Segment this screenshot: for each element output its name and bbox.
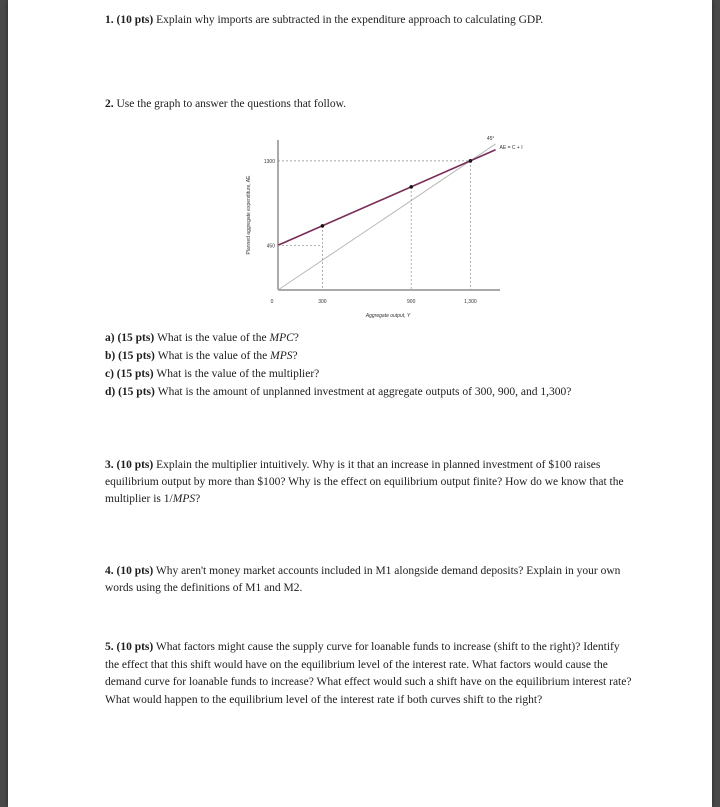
question-points: (10 pts) bbox=[116, 565, 154, 577]
part-label: c) (15 pts) bbox=[105, 368, 157, 380]
question-3 bbox=[105, 457, 635, 508]
question-4 bbox=[105, 563, 635, 597]
question-5 bbox=[105, 639, 635, 709]
part-emphasis: MPS bbox=[270, 350, 293, 362]
document-page bbox=[8, 0, 712, 807]
question-1 bbox=[105, 12, 635, 29]
question-2-parts bbox=[105, 329, 635, 401]
part-text: What is the value of the bbox=[157, 350, 271, 362]
part-label: a) (15 pts) bbox=[105, 332, 158, 344]
question-text: Explain the multiplier intuitively. Why is it that an increase in planned investment of $100 raises equilibrium output by more than $100? Why is the effect on equilibrium output finite? How do we know that the multiplier is 1/ bbox=[105, 459, 624, 505]
question-points: (10 pts) bbox=[116, 641, 154, 653]
question-2-part: a) (15 pts) What is the value of the MPC? bbox=[105, 332, 299, 344]
y-tick-label: 450 bbox=[266, 243, 275, 250]
part-text: What is the value of the multiplier? bbox=[156, 368, 320, 380]
equilibrium-point bbox=[321, 224, 325, 228]
question-points: (10 pts) bbox=[116, 14, 154, 26]
part-text: What is the amount of unplanned investment at aggregate outputs of 300, 900, and 1,300? bbox=[157, 386, 572, 398]
question-number: 5. bbox=[105, 641, 114, 653]
forty-five-label: 45° bbox=[486, 135, 495, 142]
part-text: What is the value of the bbox=[157, 332, 270, 344]
question-text: Explain why imports are subtracted in the expenditure approach to calculating GDP. bbox=[156, 14, 544, 26]
question-2-part bbox=[105, 365, 635, 383]
part-label: d) (15 pts) bbox=[105, 386, 158, 398]
forty-five-degree-line bbox=[278, 144, 496, 290]
question-text: Why aren't money market accounts included in M1 alongside demand deposits? Explain in your own words using the definitions of M1 and M2. bbox=[105, 565, 621, 594]
question-number: 4. bbox=[105, 565, 114, 577]
question-number: 2. bbox=[105, 98, 114, 110]
question-text-end: ? bbox=[195, 493, 201, 505]
x-axis-label: Aggregate output, Y bbox=[365, 313, 411, 319]
part-label: b) (15 pts) bbox=[105, 350, 158, 362]
question-number: 3. bbox=[105, 459, 114, 471]
question-text: Use the graph to answer the questions that follow. bbox=[116, 98, 347, 110]
x-tick-label: 300 bbox=[318, 299, 327, 305]
question-number: 1. bbox=[105, 14, 114, 26]
question-2 bbox=[105, 96, 635, 113]
y-axis-label: Planned aggregate expenditure, AE bbox=[246, 175, 252, 255]
y-tick-label: 1300 bbox=[263, 158, 275, 165]
ae-chart bbox=[238, 130, 523, 330]
x-tick-label: 0 bbox=[270, 299, 274, 305]
question-points: (10 pts) bbox=[116, 459, 154, 471]
x-tick-label: 1,300 bbox=[464, 299, 477, 305]
ae-line bbox=[278, 150, 496, 245]
question-2-part bbox=[105, 383, 635, 401]
x-tick-label: 900 bbox=[407, 299, 416, 305]
part-emphasis: MPC bbox=[269, 332, 294, 344]
question-text: What factors might cause the supply curve for loanable funds to increase (shift to the right)? Identify the effect that this shift would have on the equilibrium level of the interest rate. What factors would cause the demand curve for loanable funds to increase? What effect would such a shift have on the equilibrium interest rate? What would happen to the equilibrium level of the interest rate if both curves shift to the right? bbox=[105, 641, 632, 706]
question-emphasis: MPS bbox=[172, 493, 196, 505]
ae-label: AE = C + I bbox=[499, 144, 523, 151]
equilibrium-point bbox=[409, 185, 413, 189]
question-2-part: b) (15 pts) What is the value of the MPS? bbox=[105, 350, 298, 362]
